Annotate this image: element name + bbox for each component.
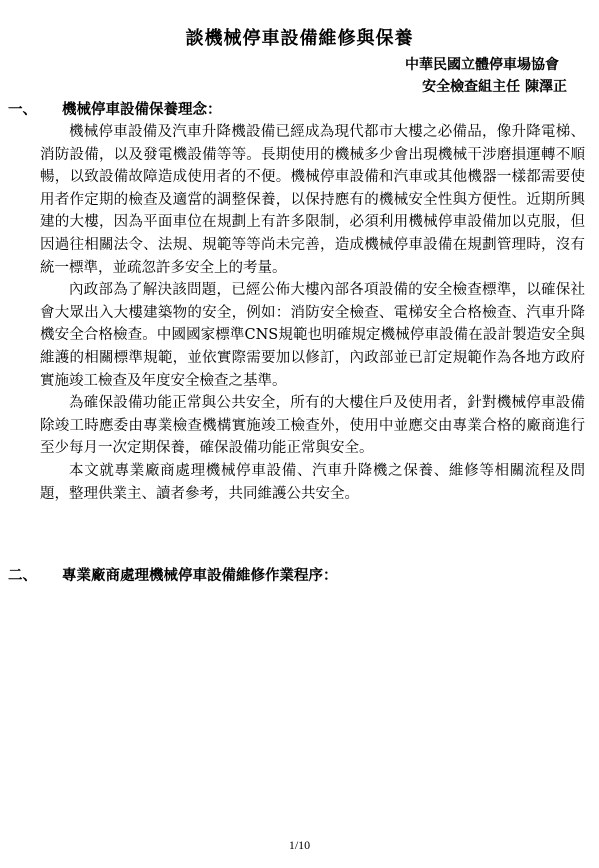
paragraph: 機械停車設備及汽車升降機設備已經成為現代都市大樓之必備品，像升降電梯、消防設備，以及發電機設備等等。長期使用的機械多少會出現機械干涉磨損運轉不順暢，以致設備故障造成使用者的不便。機械停車設備和汽車或其他機器一樣都需要使用者作定期的檢查及適當的調整保養，以保持應有的機械安全性與方便性。近期所興建的大樓，因為平面車位在規劃上有許多限制，必須利用機械停車設備加以克服，但因過往相關法令、法規、規範等等尚未完善，造成機械停車設備在規劃管理時，沒有統一標準，並疏忽許多安全上的考量。: [40, 124, 585, 276]
section-2-title: 專業廠商處理機械停車設備維修作業程序：: [62, 567, 338, 584]
organization-name: 中華民國立體停車場協會: [405, 57, 559, 73]
paragraph: 內政部為了解決該問題，已經公佈大樓內部各項設備的安全檢查標準，以確保社會大眾出入大樓建築物的安全，例如：消防安全檢查、電梯安全合格檢查、汽車升降機安全合格檢查。中國國家標準CNS規範也明確規定機械停車設備在設計製造安全與維護的相關標準規範，並依實際需要加以修訂，內政部並已訂定規範作為各地方政府實施竣工檢查及年度安全檢查之基準。: [40, 282, 585, 389]
author-line: 安全檢查組主任 陳澤正: [422, 79, 567, 95]
section-1-heading: [8, 98, 222, 119]
section-1-body: [40, 121, 585, 505]
document-title: 談機械停車設備維修與保養: [185, 28, 414, 49]
paragraph: 為確保設備功能正常與公共安全，所有的大樓住戶及使用者，針對機械停車設備除竣工時應委由專業檢查機構實施竣工檢查外，使用中並應交由專業合格的廠商進行至少每月一次定期保養，確保設備功能正常與安全。: [40, 395, 585, 457]
paragraph: 本文就專業廠商處理機械停車設備、汽車升降機之保養、維修等相關流程及問題，整理供業主、讀者參考，共同維護公共安全。: [40, 462, 585, 502]
section-1-title: 機械停車設備保養理念：: [62, 101, 222, 118]
page-number: 1/10: [288, 838, 311, 852]
section-2-number: 二、: [8, 567, 37, 584]
section-1-number: 一、: [8, 101, 37, 118]
section-2-heading: [8, 564, 338, 585]
